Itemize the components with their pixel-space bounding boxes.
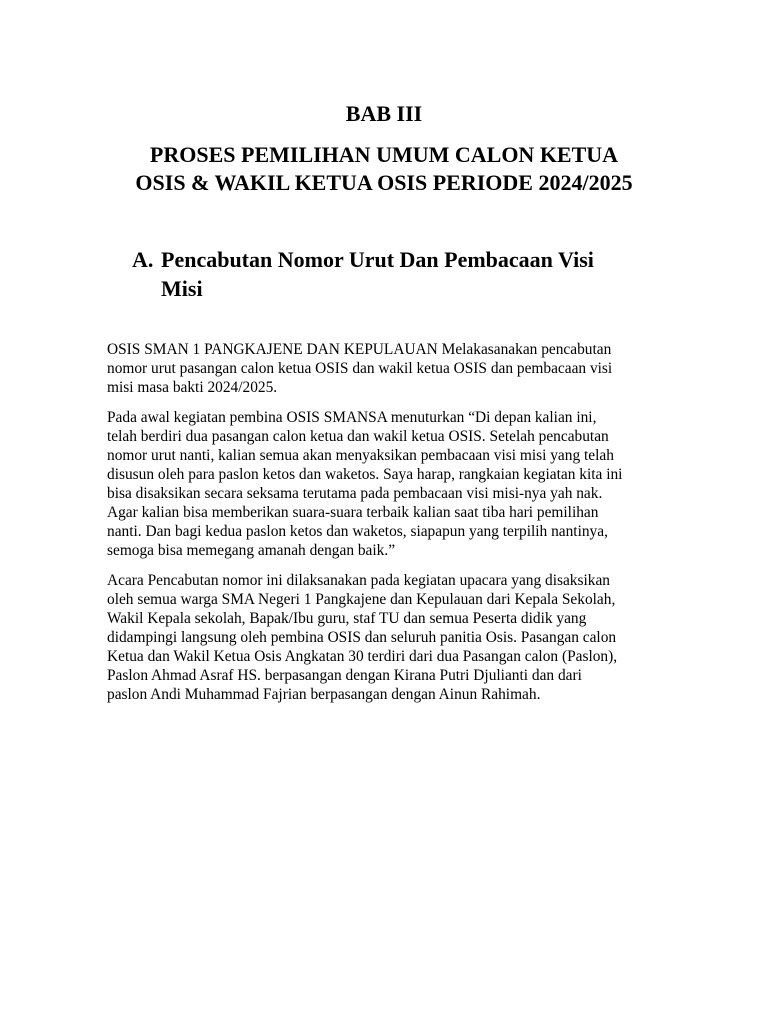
chapter-title-line: OSIS & WAKIL KETUA OSIS PERIODE 2024/2025	[135, 170, 633, 195]
paragraph-line: bisa disaksikan secara seksama terutama pada pembacaan visi misi-nya yah nak.	[107, 485, 603, 502]
paragraph-line: telah berdiri dua pasangan calon ketua dan wakil ketua OSIS. Setelah pencabutan	[107, 428, 609, 445]
body-text	[107, 340, 667, 715]
section-title	[161, 245, 671, 303]
chapter-label: BAB III	[345, 101, 423, 126]
paragraph-line: misi masa bakti 2024/2025.	[107, 379, 278, 396]
section-title-line: Misi	[161, 276, 203, 301]
paragraph-line: paslon Andi Muhammad Fajrian berpasangan dengan Ainun Rahimah.	[107, 686, 541, 703]
section-title-line: Pencabutan Nomor Urut Dan Pembacaan Visi	[161, 247, 594, 272]
paragraph-line: Ketua dan Wakil Ketua Osis Angkatan 30 terdiri dari dua Pasangan calon (Paslon),	[107, 648, 618, 665]
paragraph-line: Wakil Kepala sekolah, Bapak/Ibu guru, staf TU dan semua Peserta didik yang	[107, 610, 587, 627]
paragraph-line: semoga bisa memegang amanah dengan baik.”	[107, 542, 396, 559]
paragraph-line: oleh semua warga SMA Negeri 1 Pangkajene dan Kepulauan dari Kepala Sekolah,	[107, 591, 616, 608]
paragraph-line: OSIS SMAN 1 PANGKAJENE DAN KEPULAUAN Melakasanakan pencabutan	[107, 341, 612, 358]
paragraph-line: disusun oleh para paslon ketos dan waketos. Saya harap, rangkaian kegiatan kita ini	[107, 466, 623, 483]
paragraph	[107, 340, 667, 397]
paragraph-line: Paslon Ahmad Asraf HS. berpasangan dengan Kirana Putri Djulianti dan dari	[107, 667, 582, 684]
paragraph-line: nomor urut pasangan calon ketua OSIS dan wakil ketua OSIS dan pembacaan visi	[107, 360, 613, 377]
paragraph-line: nanti. Dan bagi kedua paslon ketos dan waketos, siapapun yang terpilih nantinya,	[107, 523, 608, 540]
chapter-title-line: PROSES PEMILIHAN UMUM CALON KETUA	[149, 142, 619, 167]
paragraph-line: didampingi langsung oleh pembina OSIS dan seluruh panitia Osis. Pasangan calon	[107, 629, 617, 646]
paragraph-line: Acara Pencabutan nomor ini dilaksanakan pada kegiatan upacara yang disaksikan	[107, 572, 610, 589]
paragraph-line: Pada awal kegiatan pembina OSIS SMANSA menuturkan “Di depan kalian ini,	[107, 409, 597, 426]
paragraph-line: nomor urut nanti, kalian semua akan menyaksikan pembacaan visi misi yang telah	[107, 447, 614, 464]
paragraph	[107, 571, 667, 704]
section-marker: A.	[132, 247, 154, 272]
paragraph	[107, 408, 667, 560]
paragraph-line: Agar kalian bisa memberikan suara-suara terbaik kalian saat tiba hari pemilihan	[107, 504, 599, 521]
chapter-title	[90, 141, 678, 197]
